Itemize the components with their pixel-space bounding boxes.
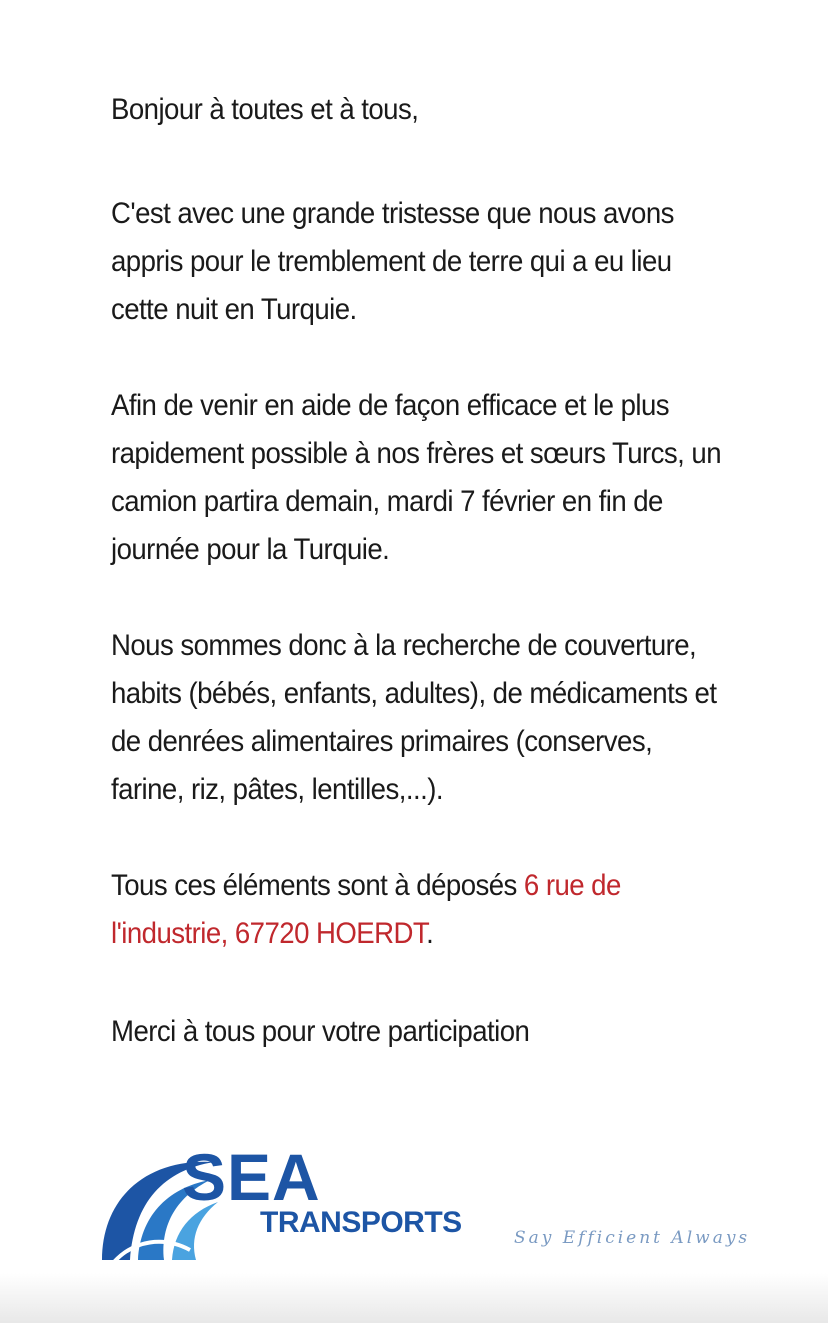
needs-paragraph: Nous sommes donc à la recherche de couverture, habits (bébés, enfants, adultes), de médicaments et de denrées alimentaires primaires (conserves, farine, riz, pâtes, lentilles,...). (111, 629, 717, 806)
logo-transports-text: TRANSPORTS (260, 1206, 462, 1239)
greeting-text: Bonjour à toutes et à tous, (111, 93, 419, 126)
deposit-paragraph: Tous ces éléments sont à déposés 6 rue de l'industrie, 67720 HOERDT. (111, 869, 621, 950)
bottom-fade (0, 1273, 828, 1323)
aid-paragraph: Afin de venir en aide de façon efficace et le plus rapidement possible à nos frères et sœurs Turcs, un camion partira demain, mardi 7 février en fin de journée pour la Turquie. (111, 389, 722, 566)
deposit-address-line1: 6 rue de (523, 869, 621, 902)
logo-sea-text: SEA (182, 1140, 321, 1214)
thanks-text: Merci à tous pour votre participation (111, 1015, 530, 1048)
sea-transports-logo (94, 1140, 494, 1270)
intro-paragraph: C'est avec une grande tristesse que nous avons appris pour le tremblement de terre qui a eu lieu cette nuit en Turquie. (111, 197, 674, 326)
deposit-address-line2: l'industrie, 67720 HOERDT (111, 917, 427, 950)
logo-slogan: Say Efficient Always (514, 1228, 751, 1248)
